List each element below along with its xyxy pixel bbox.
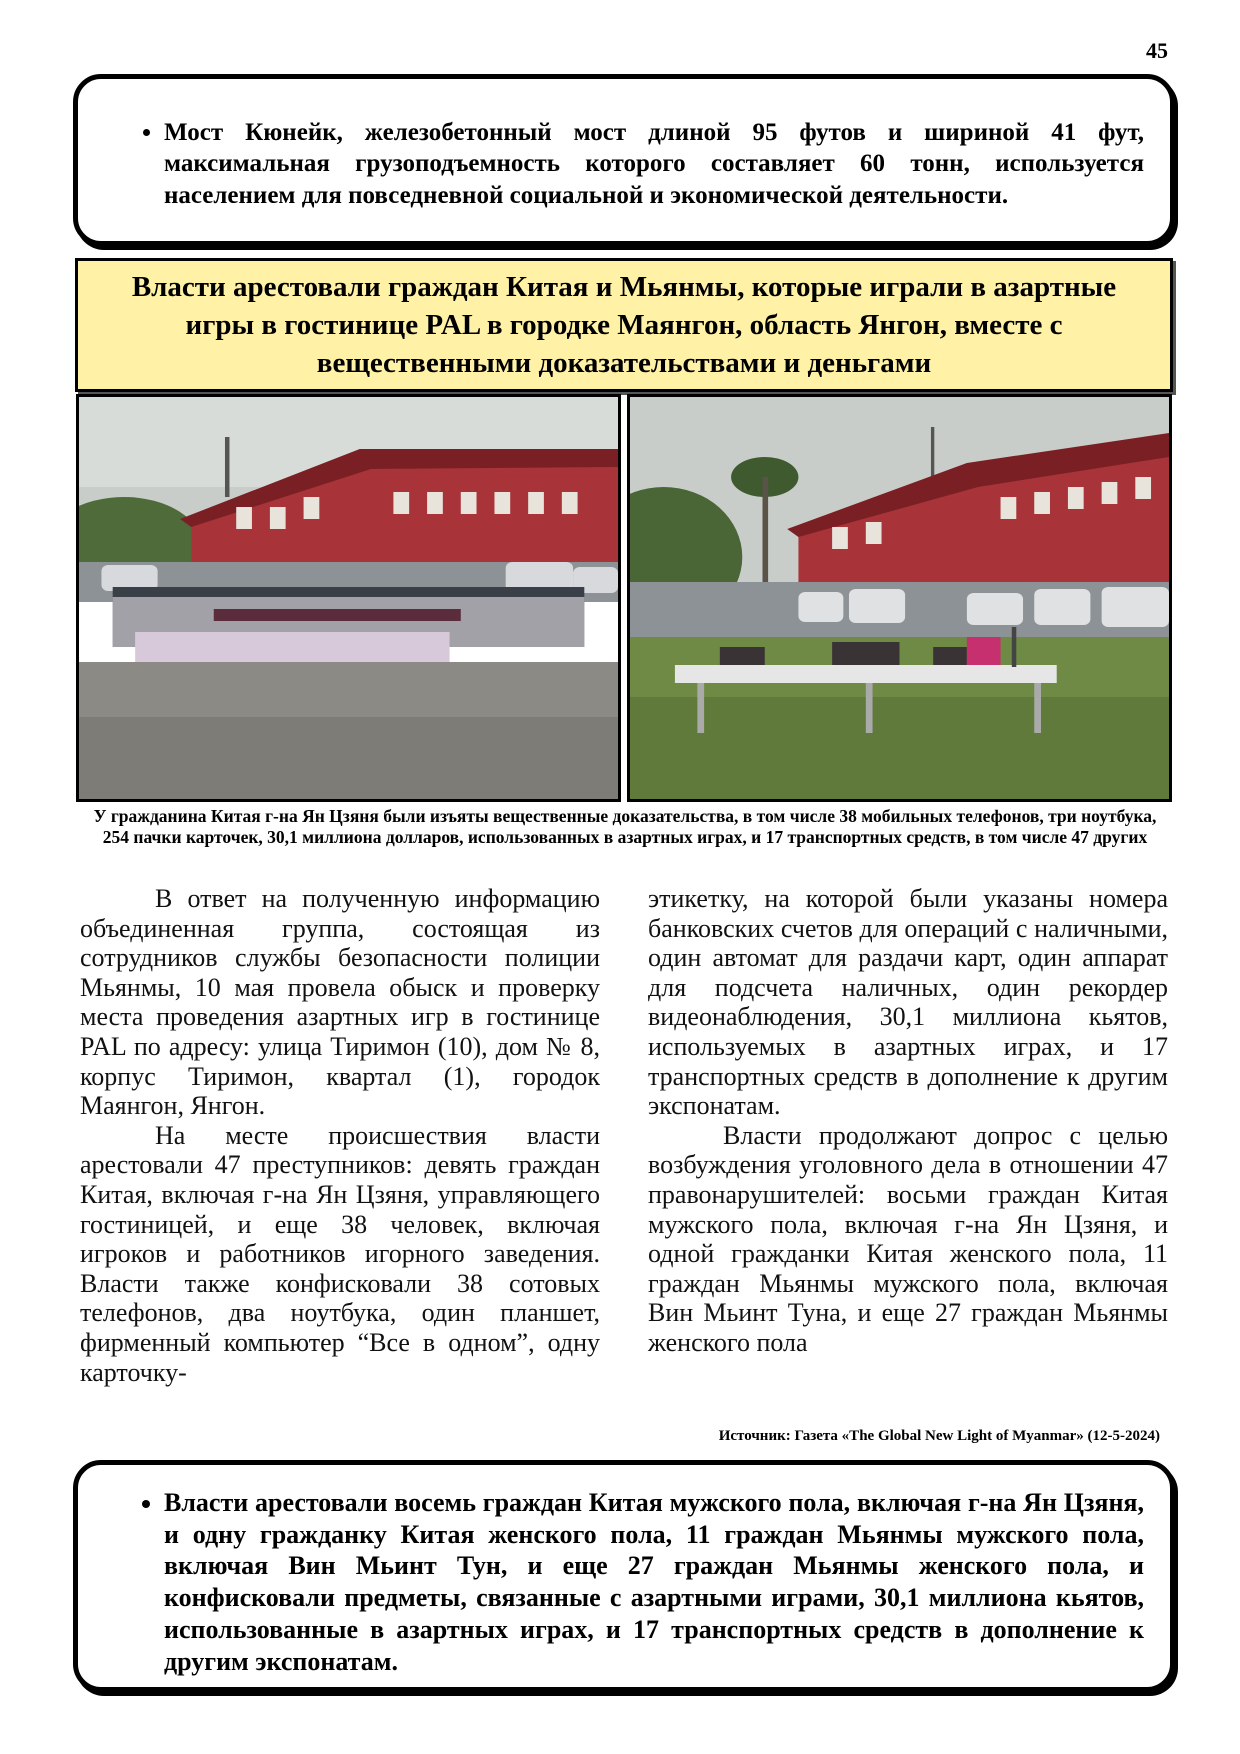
article-column-left [80, 884, 600, 1424]
source-credit: Источник: Газета «The Global New Light of Myanmar» (12-5-2024) [718, 1428, 1160, 1444]
page-number: 45 [1146, 38, 1168, 63]
article-body [80, 884, 1168, 1424]
summary-box-bottom [73, 1460, 1175, 1692]
paragraph: Власти продолжают допрос с целью возбуждения уголовного дела в отношении 47 правонарушителей: восьми граждан Китая мужского пола, включая г-на Ян Цзяня, и одной гражданки Китая женского пола, 11 граждан Мьянмы мужского пола, включая Вин Мьинт Туна, и еще 27 граждан Мьянмы женского пола [648, 1120, 1168, 1357]
paragraph: На месте происшествия власти арестовали 47 преступников: девять граждан Китая, включая г-на Ян Цзяня, управляющего гостиницей, и еще 38 человек, включая игроков и работников игорного заведения. Власти также конфисковали 38 сотовых телефонов, два ноутбука, один планшет, фирменный компьютер “Все в одном”, одну карточку- [80, 1120, 600, 1387]
photo-evidence-table [627, 394, 1172, 802]
photo-group-with-evidence [76, 394, 621, 802]
summary-box-top [73, 74, 1175, 246]
article-headline: Власти арестовали граждан Китая и Мьянмы, которые играли в азартные игры в гостинице PAL в городке Маянгон, область Янгон, вместе с вещественными доказательствами и деньгами [75, 258, 1173, 392]
bullet-text: • Мост Кюнейк, железобетонный мост длиной 95 футов и шириной 41 фут, максимальная грузоподъемность которого составляет 60 тонн, используется населением для повседневной социальной и экономической деятельности. [164, 117, 1144, 211]
paragraph: этикетку, на которой были указаны номера банковских счетов для операций с наличными, один автомат для раздачи карт, один аппарат для подсчета наличных, один рекордер видеонаблюдения, 30,1 миллиона кьятов, используемых в азартных играх, и 17 транспортных средств в дополнение к другим экспонатам. [648, 884, 1168, 1121]
photo-caption: У гражданина Китая г-на Ян Цзяня были изъяты вещественные доказательства, в том числе 38 мобильных телефонов, три ноутбука, 254 пачки карточек, 30,1 миллиона долларов, использованных в азартных играх, и 17 транспортных средств, в том числе 47 других [93, 806, 1157, 847]
paragraph: В ответ на полученную информацию объединенная группа, состоящая из сотрудников службы безопасности полиции Мьянмы, 10 мая провела обыск и проверку места проведения азартных игр в гостинице PAL по адресу: улица Тиримон (10), дом № 8, корпус Тиримон, квартал (1), городок Маянгон, Янгон. [80, 884, 600, 1121]
bullet-text: • Власти арестовали восемь граждан Китая мужского пола, включая г-на Ян Цзяня, и одну гражданку Китая женского пола, 11 граждан Мьянмы мужского пола, включая Вин Мьинт Тун, и еще 27 граждан Мьянмы женского пола, и конфисковали предметы, связанные с азартными играми, 30,1 миллиона кьятов, использованные в азартных играх, и 17 транспортных средств в дополнение к другим экспонатам. [164, 1487, 1144, 1677]
photo-row [76, 394, 1172, 802]
article-column-right [648, 884, 1168, 1424]
